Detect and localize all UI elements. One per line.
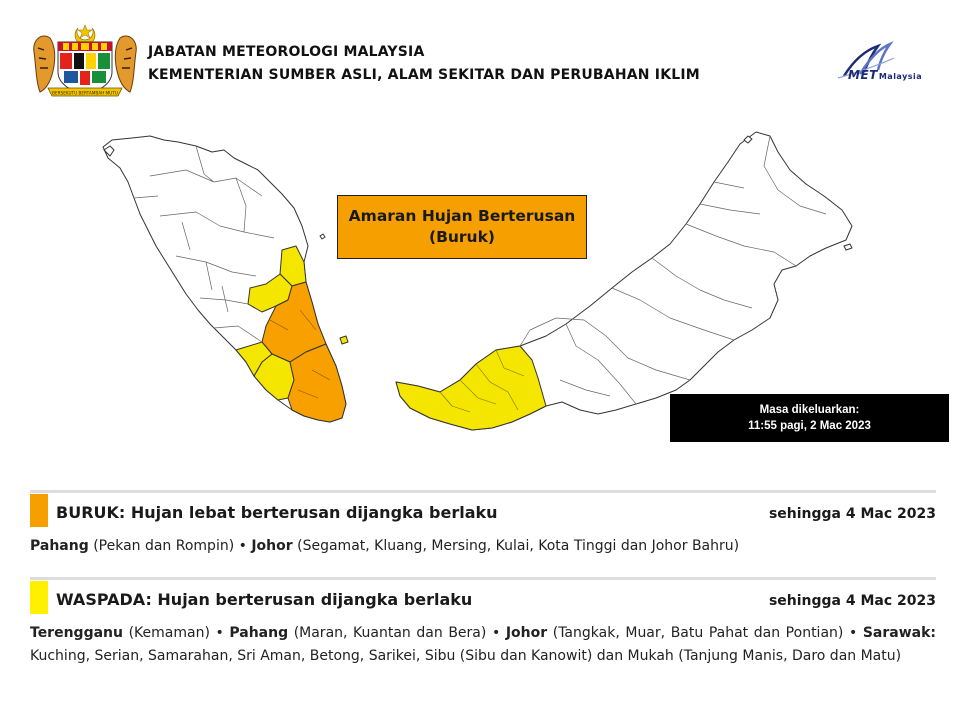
divider (30, 577, 936, 580)
met-logo-text: METMalaysia (848, 68, 923, 82)
header (0, 0, 976, 110)
area-detail: (Segamat, Kluang, Mersing, Kulai, Kota Tinggi dan Johor Bahru) (297, 538, 740, 554)
warning-title: Amaran Hujan Berterusan (348, 207, 576, 225)
waspada-heading: WASPADA: Hujan berterusan dijangka berlaku (56, 590, 473, 609)
waspada-sarawak (396, 346, 546, 430)
waspada-area-list (30, 622, 936, 668)
met-malaysia-logo (832, 40, 938, 88)
malaysia-coat-of-arms-icon (30, 22, 140, 100)
area-state: Johor (505, 625, 548, 641)
area-detail: (Tangkak, Muar, Batu Pahat dan Pontian) (552, 625, 844, 641)
buruk-area-list (30, 535, 936, 558)
buruk-color-swatch (30, 494, 48, 527)
area-state: Pahang (30, 538, 89, 554)
divider (30, 490, 936, 493)
area-detail: (Maran, Kuantan dan Bera) (293, 625, 487, 641)
east-malaysia (396, 132, 852, 430)
warning-legend-box (337, 195, 587, 259)
svg-text:BERSEKUTU BERTAMBAH MUTU: BERSEKUTU BERTAMBAH MUTU (52, 90, 118, 96)
bullet-separator: • (491, 625, 501, 641)
area-state: Johor (251, 538, 293, 554)
area-detail: (Kemaman) (128, 625, 210, 641)
organization-name: JABATAN METEOROLOGI MALAYSIA (148, 44, 425, 60)
area-state: Sarawak: (862, 625, 936, 641)
bullet-separator: • (238, 538, 247, 554)
area-state: Terengganu (30, 625, 123, 641)
issued-time: 11:55 pagi, 2 Mac 2023 (748, 420, 871, 432)
issued-label: Masa dikeluarkan: (759, 404, 860, 416)
peninsular-malaysia (103, 136, 348, 422)
bullet-separator: • (215, 625, 224, 641)
waspada-color-swatch (30, 581, 48, 614)
ministry-name: KEMENTERIAN SUMBER ASLI, ALAM SEKITAR DAN PERUBAHAN IKLIM (148, 67, 700, 83)
waspada-until-date: sehingga 4 Mac 2023 (768, 593, 936, 609)
issued-time-box (670, 394, 949, 442)
area-state: Pahang (229, 625, 289, 641)
area-detail: (Pekan dan Rompin) (93, 538, 235, 554)
warning-level: (Buruk) (428, 228, 495, 246)
area-detail: Kuching, Serian, Samarahan, Sri Aman, Betong, Sarikei, Sibu (Sibu dan Kanowit) dan Mukah (Tanjung Manis, Daro dan Matu) (30, 648, 902, 664)
buruk-heading: BURUK: Hujan lebat berterusan dijangka berlaku (56, 503, 498, 522)
bullet-separator: • (848, 625, 858, 641)
buruk-until-date: sehingga 4 Mac 2023 (768, 506, 936, 522)
